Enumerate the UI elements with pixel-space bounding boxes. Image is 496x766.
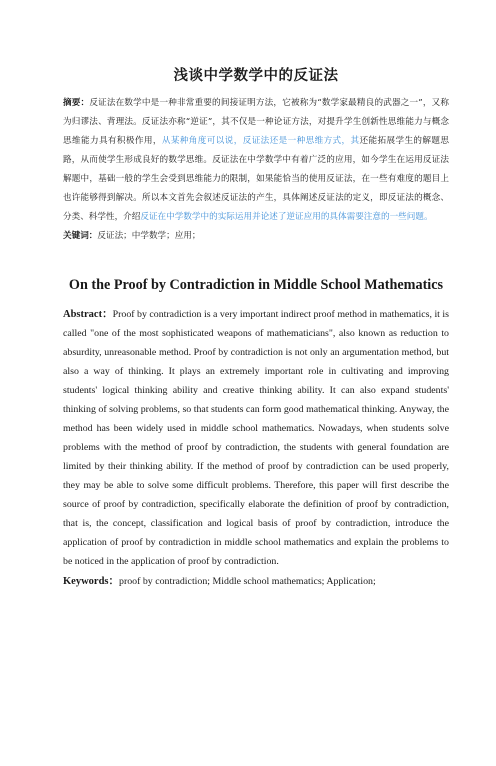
english-keywords-label: Keywords： bbox=[63, 576, 119, 587]
english-abstract bbox=[63, 305, 449, 571]
english-keywords bbox=[63, 572, 449, 591]
english-keywords-text: proof by contradiction; Middle school mathematics; Application; bbox=[119, 576, 376, 587]
chinese-abstract-highlight-2: 反证在中学数学中的实际运用并论述了逆证应用的具体需要注意的一些问题。 bbox=[140, 212, 433, 222]
chinese-title: 浅谈中学数学中的反证法 bbox=[173, 68, 339, 84]
chinese-abstract-highlight-1: 从某种角度可以说，反证法还是一种思维方式，其 bbox=[161, 136, 360, 146]
chinese-abstract-text-1: 反证法在数学中是一种非常重要的间接证明方法，它被称为“数学家最精良的武器之一”，又称为归谬法、背理法。反证法亦称“逆证”，其不仅是一种论证方法，对提升学生创新性思维能力与概念思维能力具有积极作用， bbox=[63, 98, 449, 146]
chinese-keywords-text: 反证法；中学数学；应用； bbox=[97, 231, 201, 241]
english-abstract-text: Proof by contradiction is a very important indirect proof method in mathematics, it is called "one of the most sophisticated weapons of mathematicians", also known as reduction to absurdity, unreasonable method. Proof by contradiction is not only an argumentation method, but also a way of thinking. It plays an extremely important role in cultivating and improving students' logical thinking ability and creative thinking ability. It can also expand students' thinking of solving problems, so that students can form good mathematical thinking. Anyway, the method has been widely used in middle school mathematics. Nowadays, when students solve problems with the method of proof by contradiction, the students with general foundation are limited by their thinking ability. If the method of proof by contradiction can be used properly, they may be able to solve some difficult problems. Therefore, this paper will first describe the source of proof by contradiction, specifically elaborate the definition of proof by contradiction, that is, the concept, classification and logical basis of proof by contradiction, introduce the application of proof by contradiction in middle school mathematics and explain the problems to be noticed in the application of proof by contradiction. bbox=[63, 309, 449, 567]
english-title: On the Proof by Contradiction in Middle School Mathematics bbox=[68, 277, 444, 293]
chinese-abstract-text-2: 还能拓展学生的解题思路，从而使学生形成良好的数学思维。反证法在中学数学中有着广泛的应用，如今学生在运用反证法解题中，基础一般的学生会受到思维能力的限制，如果能恰当的使用反证法，在一些有难度的题目上也许能够得到解决。所以本文首先会叙述反证法的产生，具体阐述反证法的定义，即反证法的概念、分类、科学性，介绍 bbox=[63, 136, 449, 222]
english-abstract-label: Abstract： bbox=[63, 309, 113, 320]
chinese-keywords-label: 关键词： bbox=[63, 231, 98, 241]
chinese-abstract bbox=[63, 94, 449, 227]
chinese-keywords bbox=[63, 227, 449, 246]
paper-page bbox=[0, 64, 496, 766]
chinese-abstract-label: 摘要： bbox=[63, 98, 90, 108]
